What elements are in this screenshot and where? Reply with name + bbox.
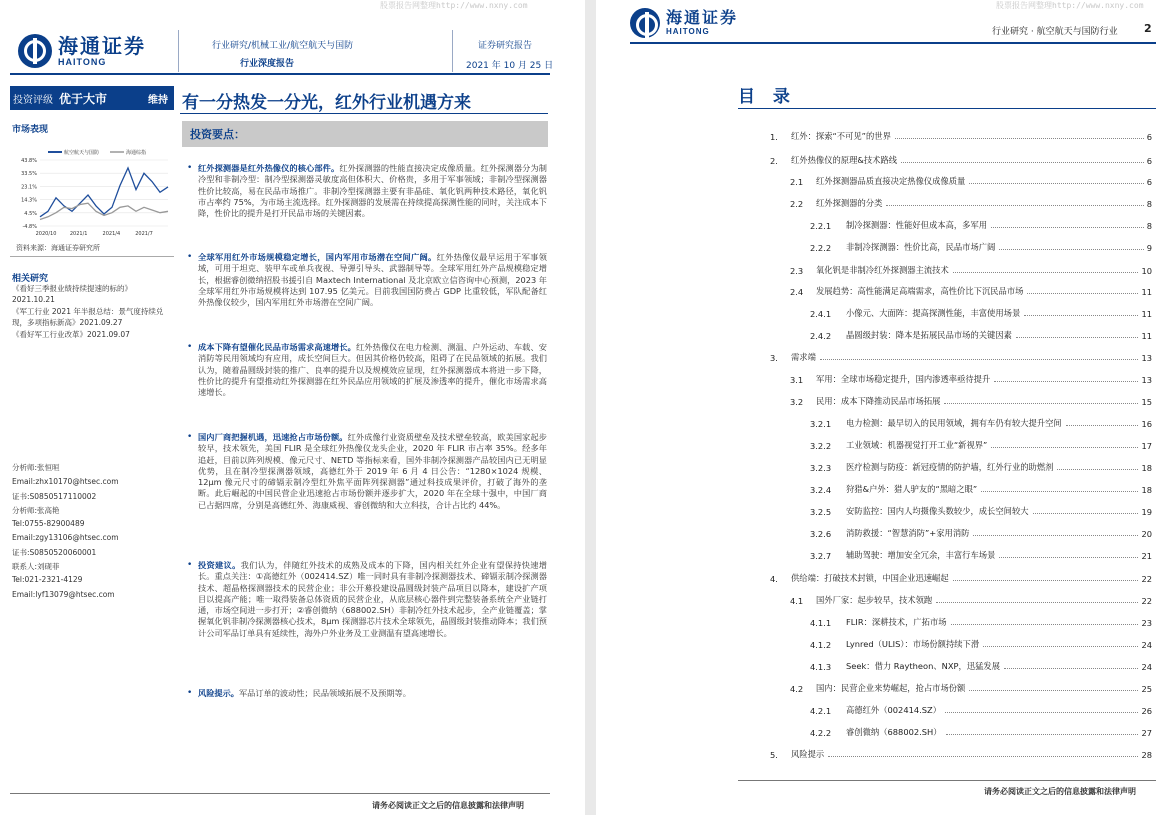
toc-entry-page: 18 bbox=[1141, 485, 1152, 495]
toc-entry-number: 4.2 bbox=[790, 684, 804, 694]
toc-entry-title: 民用：成本下降推动民品市场拓展 bbox=[816, 396, 941, 406]
toc-leader bbox=[1057, 469, 1138, 470]
toc-entry[interactable] bbox=[770, 570, 1152, 584]
analyst-line: 分析师:张高艳 bbox=[12, 506, 60, 515]
toc-entry-number: 4.1.2 bbox=[810, 640, 832, 650]
toc-leader bbox=[946, 734, 1139, 735]
toc-entry[interactable] bbox=[810, 702, 1152, 716]
key-point-text: 红外热像仪最早运用于军事领域，可用于坦克、装甲车或单兵夜视、导弹引导头、武器制导等。全球军用红外产品规模稳定增长，根据睿创微纳招股书援引自 Maxtech International 及北京欧立信咨询中心预测，2023 年全球军用红外市场规模将达到 107.95 亿美元。目前我国国防费占 GDP 比重较低，军队配备红外热像仪较少，国内军用红外市场潜在空间广阔。 bbox=[198, 252, 547, 308]
key-point-text: 红外探测器的性能直接决定成像质量。红外探测器分为制冷型和非制冷型：制冷型探测器灵敏度高但体积大、价格贵，多用于军事领域；非制冷型探测器性价比较高，易在民品市场推广。非制冷型探测器主要有非晶硅、氧化钒两种技术路径，氧化钒市占率约 75%，为市场主流选择。红外探测器的发展需在持续提高探测性能的同时，关注成本下降，性价比的提升是打开民品市场的关键因素。 bbox=[198, 163, 547, 219]
toc-entry-number: 3.2 bbox=[790, 397, 804, 407]
toc-entry[interactable] bbox=[810, 481, 1152, 495]
toc-entry-page: 16 bbox=[1141, 419, 1152, 429]
rating-label: 投资评级 bbox=[13, 94, 53, 106]
toc-entry-number: 2. bbox=[770, 156, 778, 166]
toc-entry[interactable] bbox=[810, 503, 1152, 517]
watermark: 股票报告网整理http://www.nxny.com bbox=[996, 1, 1144, 10]
toc-entry-page: 22 bbox=[1141, 574, 1152, 584]
toc-leader bbox=[999, 557, 1138, 558]
toc-entry[interactable] bbox=[810, 525, 1152, 539]
toc-entry-title: 红外探测器品质直接决定热像仪成像质量 bbox=[816, 176, 966, 186]
toc-entry-number: 2.4.2 bbox=[810, 331, 832, 341]
toc-entry-number: 4.1.1 bbox=[810, 618, 832, 628]
report-page-1 bbox=[0, 0, 585, 815]
toc-entry-page: 24 bbox=[1141, 662, 1152, 672]
toc-entry-page: 8 bbox=[1146, 199, 1152, 209]
toc-entry[interactable] bbox=[810, 437, 1152, 451]
toc-entry[interactable] bbox=[770, 746, 1152, 760]
toc-entry-page: 8 bbox=[1146, 221, 1152, 231]
toc-entry-title: 安防监控：国内人均摄像头数较少，成长空间较大 bbox=[846, 506, 1029, 516]
toc-entry[interactable] bbox=[790, 173, 1152, 187]
toc-leader bbox=[944, 403, 1138, 404]
header-date: 2021 年 10 月 25 日 bbox=[466, 61, 554, 71]
toc-leader bbox=[991, 227, 1144, 228]
toc-entry-title: 军用：全球市场稳定提升，国内渗透率亟待提升 bbox=[816, 374, 991, 384]
toc-entry-number: 2.2 bbox=[790, 199, 804, 209]
toc-entry-page: 15 bbox=[1141, 397, 1152, 407]
brand-en: HAITONG bbox=[666, 27, 710, 36]
rating-value: 优于大市 bbox=[59, 91, 108, 106]
report-title: 有一分热发一分光，红外行业机遇方来 bbox=[182, 93, 471, 113]
toc-entry-number: 3.2.2 bbox=[810, 441, 832, 451]
y-tick-label: 43.8% bbox=[21, 158, 37, 164]
toc-leader bbox=[936, 602, 1138, 603]
toc-entry-page: 6 bbox=[1146, 156, 1152, 166]
toc-entry-page: 24 bbox=[1141, 640, 1152, 650]
toc-entry[interactable] bbox=[790, 393, 1152, 407]
key-point bbox=[187, 688, 547, 699]
related-item: 《看好三季报业绩持续提速的标的》 2021.10.21 bbox=[12, 284, 132, 304]
toc-entry-title: FLIR：深耕技术，广拓市场 bbox=[846, 617, 947, 627]
x-tick-label: 2021/7 bbox=[135, 231, 153, 237]
toc-leader bbox=[1066, 425, 1139, 426]
bullet-icon: • bbox=[187, 688, 193, 698]
toc-entry-page: 10 bbox=[1141, 266, 1152, 276]
toc-entry-number: 3. bbox=[770, 353, 778, 363]
toc-heading: 目 录 bbox=[738, 87, 796, 107]
toc-entry-number: 3.2.4 bbox=[810, 485, 832, 495]
toc-entry-number: 4.2.2 bbox=[810, 728, 832, 738]
key-point bbox=[187, 432, 547, 511]
market-chart bbox=[10, 138, 174, 240]
toc-entry-title: 狩猎&户外：猎人驴友的“黑暗之眼” bbox=[846, 484, 978, 494]
header-label: 证券研究报告 bbox=[478, 41, 533, 51]
toc-leader bbox=[1033, 513, 1139, 514]
key-point-title: 红外探测器是红外热像仪的核心部件。 bbox=[198, 163, 340, 173]
bullet-icon: • bbox=[187, 342, 193, 352]
toc-leader bbox=[1004, 668, 1138, 669]
toc-entry[interactable] bbox=[810, 217, 1152, 231]
toc-entry-title: Seek：借力 Raytheon、NXP，迅猛发展 bbox=[846, 661, 1001, 671]
toc-entry[interactable] bbox=[790, 592, 1152, 606]
toc-entry-title: 非制冷探测器：性价比高，民品市场广阔 bbox=[846, 242, 996, 252]
toc-entry-number: 3.1 bbox=[790, 375, 804, 385]
toc-entry-page: 17 bbox=[1141, 441, 1152, 451]
toc-entry[interactable] bbox=[810, 724, 1152, 738]
toc-entry-number: 3.2.5 bbox=[810, 507, 832, 517]
y-tick-label: 23.1% bbox=[21, 184, 37, 191]
header-industry: 行业研究/机械工业/航空航天与国防 bbox=[212, 41, 354, 51]
y-tick-label: 4.5% bbox=[24, 210, 37, 217]
toc-entry[interactable] bbox=[810, 239, 1152, 253]
toc-leader bbox=[895, 138, 1144, 139]
header-report-type: 行业深度报告 bbox=[240, 59, 295, 69]
y-tick-label: -4.8% bbox=[22, 224, 37, 230]
key-point-title: 投资建议。 bbox=[198, 560, 241, 570]
haitong-logo-icon bbox=[18, 34, 52, 68]
key-point-text: 红外成像行业资质壁垒及技术壁垒较高，欧美国家起步较早，技术领先，美国 FLIR 是全球红外热像仪龙头企业，2020 年 FLIR 市占率 35%。经多年追赶，目前以阵列规模、像元尺寸、NETD 等指标来看，国外非制冷探测器产品较国内已无明显优势，且在制冷型探测器领域，高德红外于 2019 年 6 月 4 日公告：“1280×1024 规模、12μm 像元尺寸的碲镉汞制冷型红外焦平面阵列探测器”通过科技成果评价，打破了海外的垄断。此后崛起的中国民营企业迅速抢占市场份额并逐步扩大，2020 年在全球十强中，中国厂商已占据四席，分别是高德红外、海康威视、睿创微纳和大立科技，合计占比约 44%。 bbox=[198, 432, 547, 510]
legend-series-2: 海通综指 bbox=[126, 150, 147, 156]
report-page-2 bbox=[596, 0, 1171, 815]
bullet-icon: • bbox=[187, 560, 193, 570]
chart-source: 资料来源：海通证券研究所 bbox=[16, 244, 100, 252]
toc-entry-title: 国内：民营企业来势崛起，抢占市场份额 bbox=[816, 683, 966, 693]
toc-entry-title: 高德红外（002414.SZ） bbox=[846, 705, 942, 715]
toc-entry-page: 9 bbox=[1146, 243, 1152, 253]
toc-entry-title: 氧化钒是非制冷红外探测器主流技术 bbox=[816, 265, 949, 275]
toc-entry[interactable] bbox=[770, 128, 1152, 142]
toc-entry-number: 1. bbox=[770, 132, 778, 142]
toc-entry[interactable] bbox=[810, 636, 1152, 650]
footer-disclaimer: 请务必阅读正文之后的信息披露和法律声明 bbox=[984, 787, 1136, 796]
toc-entry-number: 4. bbox=[770, 574, 778, 584]
toc-leader bbox=[994, 381, 1138, 382]
toc-entry-title: 国外厂家：起步较早，技术领跑 bbox=[816, 595, 933, 605]
brand-en: HAITONG bbox=[58, 56, 107, 67]
related-item: 《军工行业 2021 年半报总结：景气度持续兑现，多项指标新高》2021.09.27 bbox=[12, 307, 164, 327]
key-point bbox=[187, 342, 547, 398]
toc-entry-number: 3.2.7 bbox=[810, 551, 832, 561]
toc-entry-title: 红外探测器的分类 bbox=[816, 198, 883, 208]
toc-entry[interactable] bbox=[810, 305, 1152, 319]
toc-entry-title: 供给端：打破技术封锁，中国企业迅速崛起 bbox=[791, 573, 949, 583]
investment-rating bbox=[10, 86, 174, 110]
key-point-title: 风险提示。 bbox=[198, 688, 239, 698]
x-tick-label: 2021/1 bbox=[69, 231, 88, 237]
toc-leader bbox=[820, 359, 1139, 360]
toc-entry[interactable] bbox=[810, 614, 1152, 628]
toc-entry[interactable] bbox=[770, 349, 1152, 363]
toc-entry-title: 晶圆级封装：降本是拓展民品市场的关键因素 bbox=[846, 330, 1012, 340]
toc-entry-page: 21 bbox=[1141, 551, 1152, 561]
toc-leader bbox=[951, 624, 1139, 625]
toc-entry-title: Lynred（ULIS）：市场份额持续下滑 bbox=[846, 639, 980, 649]
toc-entry-title: 电力检测：最早切入的民用领域，拥有车仍有较大提升空间 bbox=[846, 418, 1062, 428]
analyst-line: Email:zhx10170@htsec.com bbox=[12, 477, 119, 486]
toc-entry-page: 11 bbox=[1141, 331, 1152, 341]
market-chart-svg bbox=[10, 138, 174, 240]
toc-entry-page: 13 bbox=[1141, 375, 1152, 385]
toc-entry[interactable] bbox=[790, 262, 1152, 276]
toc-leader bbox=[886, 205, 1143, 206]
toc-entry-title: 红外热像仪的原理&技术路线 bbox=[791, 155, 898, 165]
bullet-icon: • bbox=[187, 252, 193, 262]
analyst-line: Tel:021-2321-4129 bbox=[12, 575, 83, 584]
toc-entry-title: 工业领域：机器视觉打开工业“新视界” bbox=[846, 440, 988, 450]
toc-entry-page: 27 bbox=[1141, 728, 1152, 738]
toc-entry-page: 19 bbox=[1141, 507, 1152, 517]
haitong-logo-icon bbox=[630, 8, 660, 38]
toc-entry-number: 5. bbox=[770, 750, 778, 760]
key-point-text: 军品订单的波动性；民品领域拓展不及预期等。 bbox=[238, 688, 411, 698]
haitong-logo bbox=[18, 34, 146, 68]
key-point-text: 我们认为，伴随红外技术的成熟及成本的下降，国内相关红外企业有望保持快速增长。重点关注：①高德红外（002414.SZ）唯一同时具有非制冷探测器技术、碲镉汞制冷探测器技术、超晶格探测器技术的民营企业；非公开募投建设晶圆级封装产品项目以降本，建设扩产项目以提高产能；唯一取得装备总体资质的民营企业，从底层核心器件到完整装备系统全产业链打通，市场空间进一步打开；②睿创微纳（688002.SH）非制冷红外技术起步，全产业链覆盖；掌握氧化钒非制冷探测器核心技术，8μm 探测器芯片技术全球领先，晶圆级封装推动降本；我们预计公司军品订单具有延续性，海外户外业务及工业测温有望高速增长。 bbox=[198, 560, 547, 638]
toc-leader bbox=[969, 690, 1138, 691]
toc-entry-title: 制冷探测器：性能好但成本高，多军用 bbox=[846, 220, 988, 230]
toc-entry-number: 2.3 bbox=[790, 266, 804, 276]
toc-entry-title: 发展趋势：高性能满足高端需求，高性价比下沉民品市场 bbox=[816, 286, 1024, 296]
key-point-text: 红外热像仪在电力检测、测温、户外运动、车载、安消防等民用领域均有应用，成长空间巨大。但因其价格仍较高，阻碍了在民品领域的拓展。我们认为，随着晶圆级封装的推广、良率的提升以及规模效应显现，红外探测器成本将进一步下降，性价比的提升有望推动红外探测器在红外民品应用领域的扩展及渗透率的提升，催化市场需求高速增长。 bbox=[198, 342, 547, 398]
market-heading: 市场表现 bbox=[12, 125, 49, 135]
key-point-title: 全球军用红外市场规模稳定增长，国内军用市场潜在空间广阔。 bbox=[198, 252, 437, 262]
toc-leader bbox=[953, 272, 1139, 273]
toc-entry-page: 11 bbox=[1141, 287, 1152, 297]
key-point-title: 成本下降有望催化民品市场需求高速增长。 bbox=[198, 342, 356, 352]
toc-entry-page: 26 bbox=[1141, 706, 1152, 716]
page-number: 2 bbox=[1144, 22, 1152, 35]
toc-leader bbox=[1016, 337, 1138, 338]
toc-entry-page: 18 bbox=[1141, 463, 1152, 473]
bullet-icon: • bbox=[187, 163, 193, 173]
key-point-title: 国内厂商把握机遇，迅速抢占市场份额。 bbox=[198, 432, 348, 442]
key-point bbox=[187, 560, 547, 639]
key-points-heading: 投资要点： bbox=[182, 121, 548, 147]
toc-entry-page: 25 bbox=[1141, 684, 1152, 694]
toc-leader bbox=[828, 756, 1138, 757]
toc-leader bbox=[945, 712, 1138, 713]
x-tick-label: 2021/4 bbox=[102, 231, 121, 237]
header-section: 行业研究 · 航空航天与国防行业 bbox=[992, 27, 1118, 37]
toc-entry-title: 风险提示 bbox=[791, 749, 825, 759]
toc-entry-title: 需求端 bbox=[791, 352, 816, 362]
watermark: 股票报告网整理http://www.nxny.com bbox=[380, 1, 528, 10]
toc-entry[interactable] bbox=[810, 547, 1152, 561]
toc-entry-title: 小像元、大面阵：提高探测性能，丰富使用场景 bbox=[846, 308, 1021, 318]
toc-entry-number: 4.1.3 bbox=[810, 662, 832, 672]
toc-entry-number: 2.2.2 bbox=[810, 243, 832, 253]
toc-entry[interactable] bbox=[810, 459, 1152, 473]
toc-entry[interactable] bbox=[790, 680, 1152, 694]
analyst-line: Tel:0755-82900489 bbox=[12, 519, 85, 528]
toc-entry-title: 辅助驾驶：增加安全冗余，丰富行车场景 bbox=[846, 550, 996, 560]
bullet-icon: • bbox=[187, 432, 193, 442]
toc-entry-number: 3.2.1 bbox=[810, 419, 832, 429]
legend-series-1: 航空航天与国防 bbox=[64, 150, 100, 156]
toc-entry-number: 3.2.3 bbox=[810, 463, 832, 473]
toc-entry-page: 6 bbox=[1146, 132, 1152, 142]
analyst-line: 证书:S0850520060001 bbox=[12, 548, 97, 557]
toc-entry-page: 23 bbox=[1141, 618, 1152, 628]
toc-entry-page: 13 bbox=[1141, 353, 1152, 363]
analyst-line: Email:lyf13079@htsec.com bbox=[12, 590, 115, 599]
toc-leader bbox=[981, 491, 1138, 492]
toc-entry-page: 11 bbox=[1141, 309, 1152, 319]
toc-leader bbox=[1027, 293, 1138, 294]
toc-leader bbox=[973, 535, 1138, 536]
toc-entry-number: 4.1 bbox=[790, 596, 804, 606]
toc-entry-number: 3.2.6 bbox=[810, 529, 832, 539]
toc-leader bbox=[901, 162, 1144, 163]
toc-leader bbox=[999, 249, 1143, 250]
related-heading: 相关研究 bbox=[12, 274, 49, 284]
analyst-line: 联系人:刘砚菲 bbox=[12, 562, 60, 571]
toc-entry[interactable] bbox=[770, 152, 1152, 166]
footer-disclaimer: 请务必阅读正文之后的信息披露和法律声明 bbox=[372, 801, 524, 810]
toc-entry-number: 2.4 bbox=[790, 287, 804, 297]
toc-entry[interactable] bbox=[790, 283, 1152, 297]
toc-entry[interactable] bbox=[790, 195, 1152, 209]
key-point bbox=[187, 252, 547, 308]
toc-leader bbox=[969, 183, 1143, 184]
rating-status: 维持 bbox=[148, 94, 168, 106]
toc-entry-number: 2.4.1 bbox=[810, 309, 832, 319]
related-item: 《看好军工行业改革》2021.09.07 bbox=[12, 330, 130, 339]
toc-entry[interactable] bbox=[810, 658, 1152, 672]
x-tick-label: 2020/10 bbox=[35, 231, 57, 237]
brand-cn: 海通证券 bbox=[666, 8, 739, 27]
toc-entry-page: 6 bbox=[1146, 177, 1152, 187]
toc-leader bbox=[983, 646, 1138, 647]
analyst-line: 证书:S0850517110002 bbox=[12, 492, 97, 501]
key-point bbox=[187, 163, 547, 219]
toc-entry[interactable] bbox=[810, 327, 1152, 341]
toc-entry-number: 2.1 bbox=[790, 177, 804, 187]
toc-entry-title: 医疗检测与防疫：新冠疫情的防护墙，红外行业的助燃剂 bbox=[846, 462, 1054, 472]
y-tick-label: 14.3% bbox=[21, 197, 37, 204]
toc-entry-page: 28 bbox=[1141, 750, 1152, 760]
toc-entry-number: 2.2.1 bbox=[810, 221, 832, 231]
toc-entry-title: 红外：探索“不可见”的世界 bbox=[791, 131, 891, 141]
analyst-line: 分析师:张恒晅 bbox=[12, 463, 60, 472]
analyst-line: Email:zgy13106@htsec.com bbox=[12, 533, 119, 542]
toc-entry-title: 睿创微纳（688002.SH） bbox=[846, 727, 942, 737]
y-tick-label: 33.5% bbox=[21, 171, 37, 178]
toc-entry-page: 20 bbox=[1141, 529, 1152, 539]
toc-leader bbox=[953, 580, 1139, 581]
toc-leader bbox=[1024, 315, 1138, 316]
brand-cn: 海通证券 bbox=[58, 33, 146, 58]
toc-leader bbox=[991, 447, 1138, 448]
toc-entry[interactable] bbox=[790, 371, 1152, 385]
toc-entry-title: 消防救援：“智慧消防”+家用消防 bbox=[846, 528, 970, 538]
toc-entry[interactable] bbox=[810, 415, 1152, 429]
haitong-logo bbox=[630, 8, 738, 38]
toc-entry-page: 22 bbox=[1141, 596, 1152, 606]
toc-entry-number: 4.2.1 bbox=[810, 706, 832, 716]
